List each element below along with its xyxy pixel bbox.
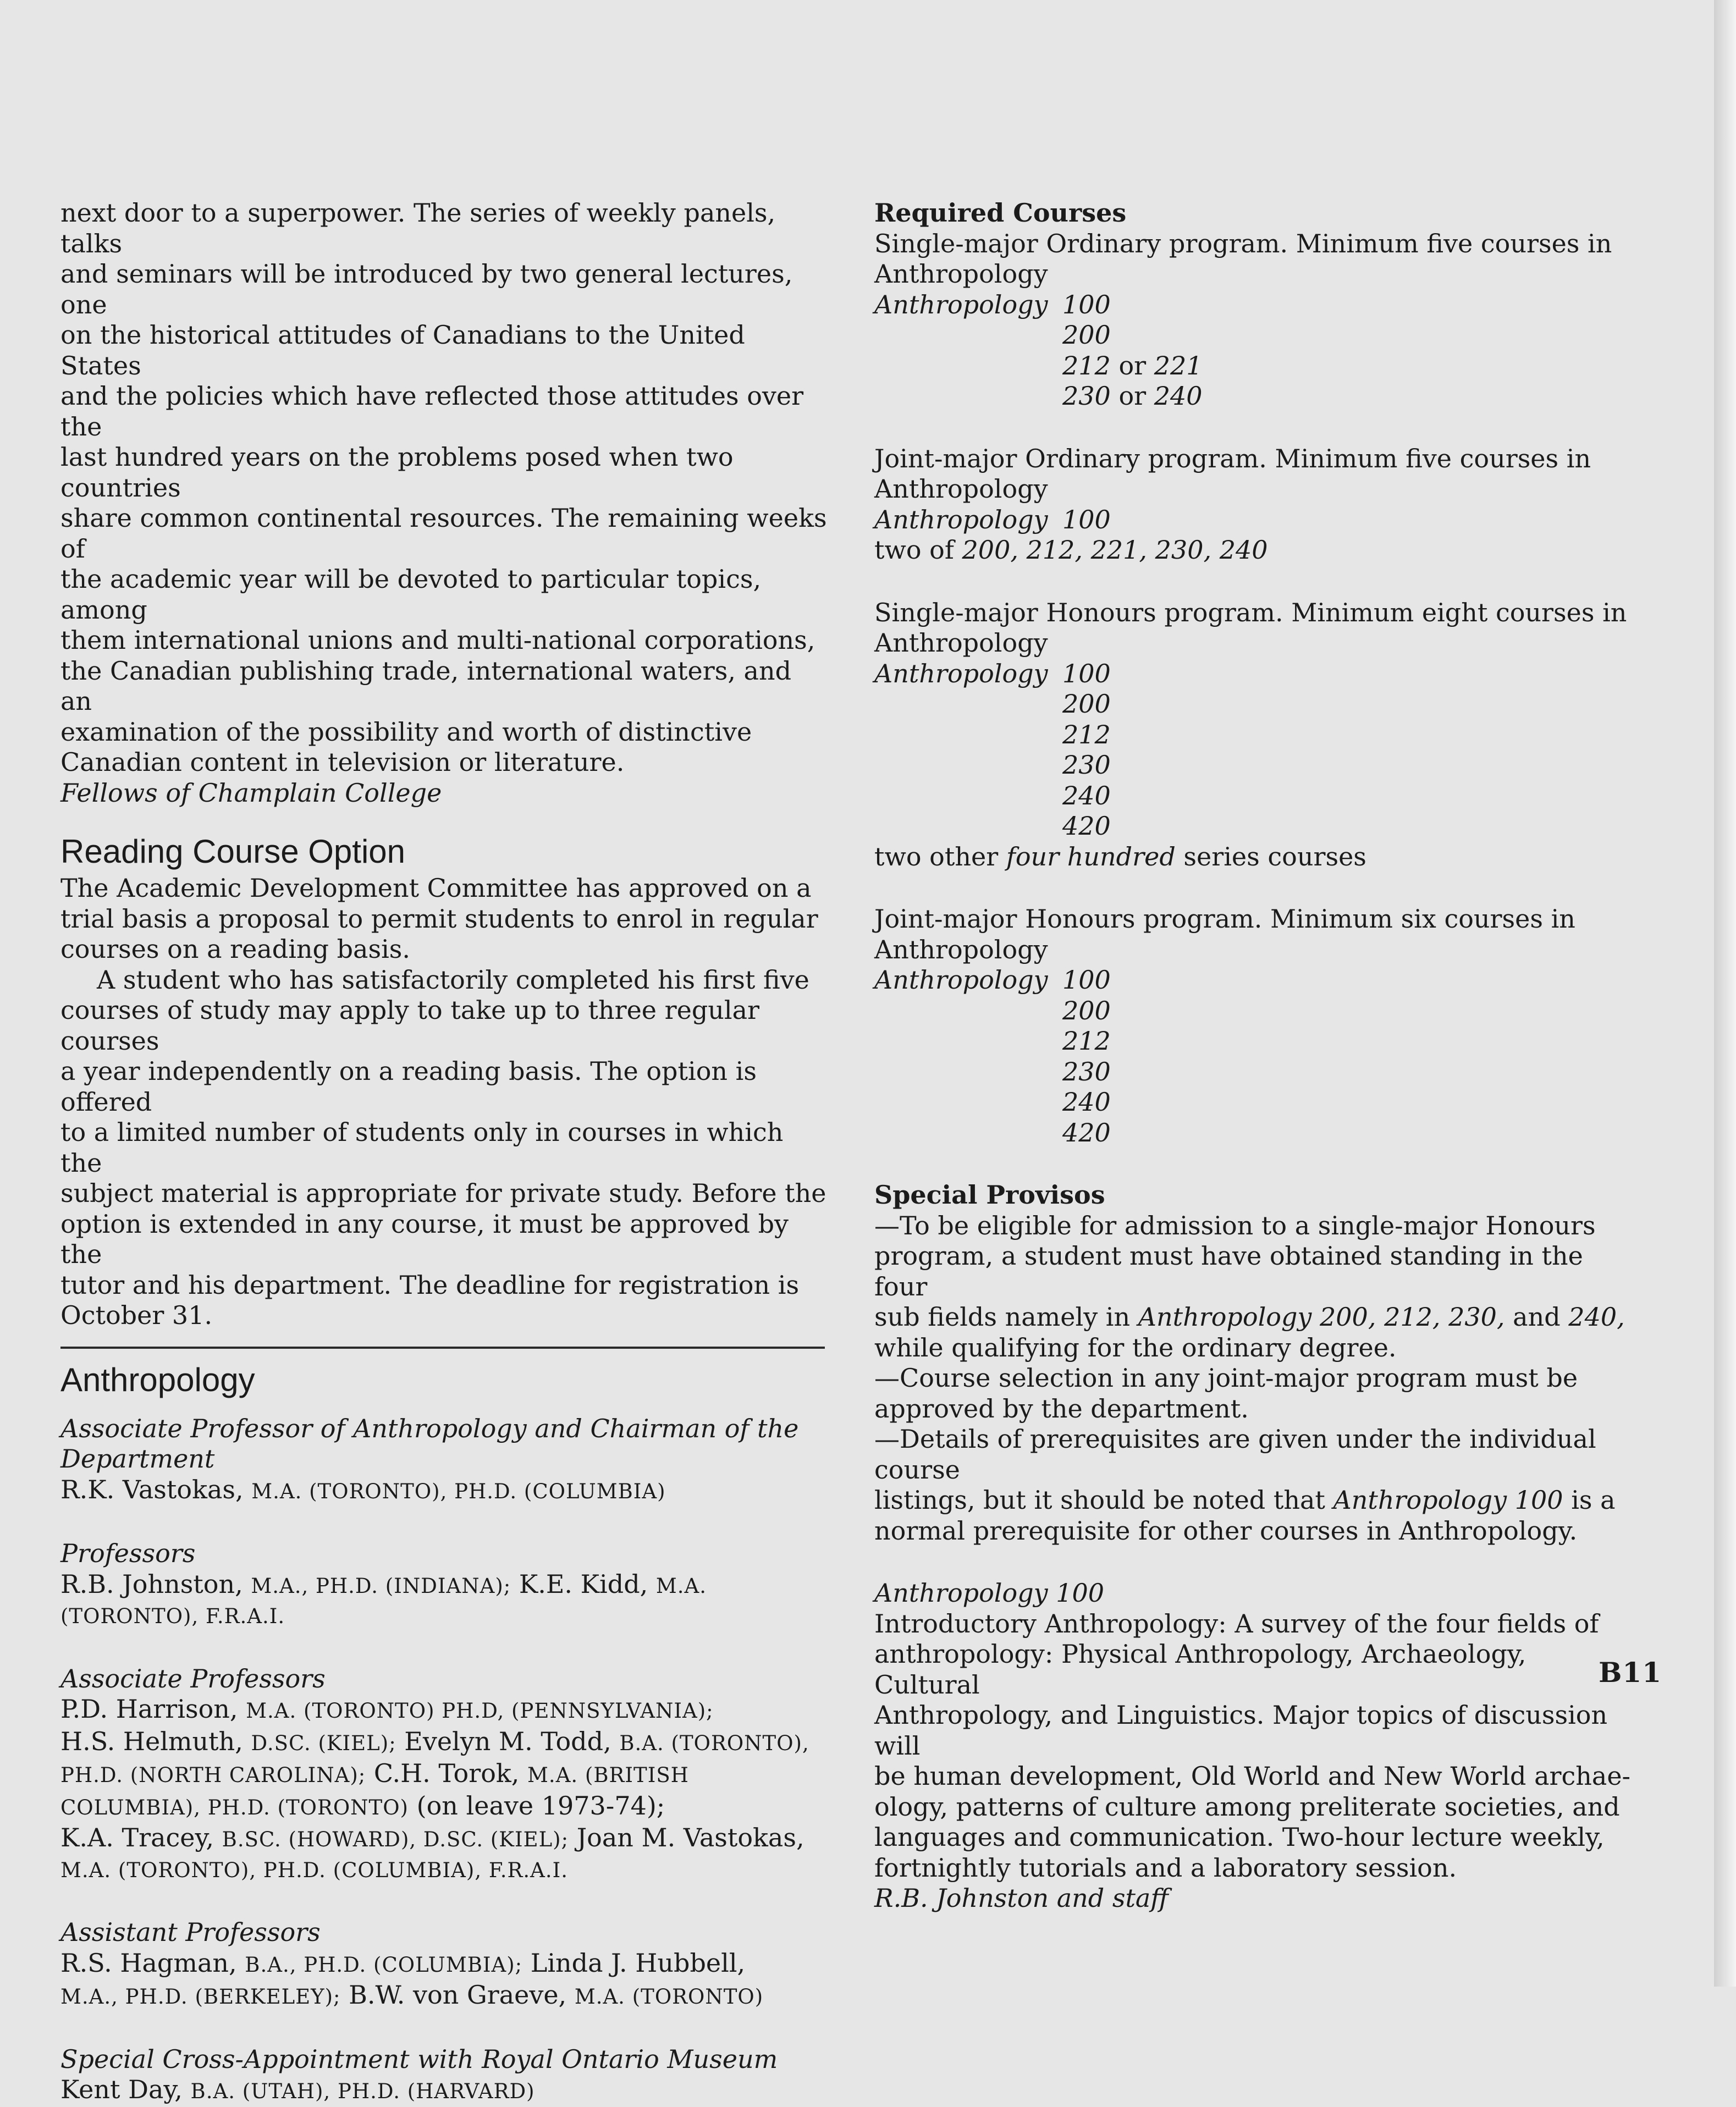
text-line: a year independently on a reading basis. The option is offered [60,1056,757,1117]
text-line: October 31. [60,1300,213,1330]
faculty-degrees: B.A. (TORONTO), [619,1731,809,1755]
reading-course-body [60,873,830,1331]
course-number: 240 [1062,1087,1111,1117]
course-subject: Anthropology [874,289,1048,319]
program-description: Anthropology [874,474,1048,504]
text-line: courses on a reading basis. [60,934,411,964]
anthropology-heading: Anthropology [60,1361,255,1398]
text-line: the academic year will be devoted to particular topics, among [60,564,762,625]
intro-paragraph [60,198,830,808]
rank-title: Associate Professors [60,1663,326,1694]
faculty-name: R.K. Vastokas, [60,1474,244,1504]
text-line: trial basis a proposal to permit students to enrol in regular [60,903,818,934]
course-number: 221 [1154,350,1203,380]
or-text: or [1118,350,1147,380]
course-number: 212 [1062,350,1111,380]
other-text-italic: four hundred [1006,841,1176,872]
required-courses-heading: Required Courses [874,198,1127,228]
text-line: program, a student must have obtained standing in the four [874,1241,1583,1301]
section-divider [60,1347,825,1349]
program-description: Joint-major Ordinary program. Minimum five courses in [874,443,1591,473]
text-line: on the historical attitudes of Canadians to the United States [60,320,745,380]
text-line: anthropology: Physical Anthropology, Archaeology, Cultural [874,1639,1526,1700]
course-number: 200 [1062,995,1111,1025]
text-line: and the policies which have reflected those attitudes over the [60,381,804,442]
course-list: 200, 212, 221, 230, 240 [962,535,1268,565]
chair-title: Associate Professor of Anthropology and Chairman of the [60,1413,799,1443]
text-line: A student who has satisfactorily completed his first five [97,964,809,995]
program-description: Single-major Ordinary program. Minimum five courses in [874,228,1612,258]
course-number: 100 [1062,289,1111,319]
text-line: courses of study may apply to take up to three regular courses [60,995,760,1056]
course-number: 420 [1062,811,1111,841]
text-line: share common continental resources. The remaining weeks of [60,503,827,564]
text-line: and seminars will be introduced by two general lectures, one [60,259,793,319]
course-number: 200 [1062,689,1111,719]
faculty-degrees: M.A. [655,1574,707,1598]
text-segment: is a [1571,1485,1616,1515]
intro-signature: Fellows of Champlain College [60,777,442,808]
course-number: 230 [1062,750,1111,780]
page-edge-shadow [1714,0,1736,1987]
faculty-name: Joan M. Vastokas, [576,1823,804,1852]
course-title: Anthropology 100 [874,1578,1105,1608]
other-text: series courses [1183,841,1366,872]
course-number: 100 [1062,504,1111,534]
text-segment: listings, but it should be noted that [874,1485,1325,1515]
course-group [874,965,1633,1148]
other-text: two other [874,841,999,872]
right-column [874,198,1633,1914]
faculty-degrees: COLUMBIA), PH.D. (TORONTO) [60,1795,409,1819]
course-reference: 240, [1568,1302,1625,1332]
special-appointment-entry [60,2044,830,2107]
joint-major-honours [874,904,1633,1148]
text-line: normal prerequisite for other courses in Anthropology. [874,1515,1578,1546]
program-description: Joint-major Honours program. Minimum six courses in [874,904,1575,934]
faculty-degrees: B.SC. (HOWARD), D.SC. (KIEL); [222,1828,569,1851]
text-line: ology, patterns of culture among preliterate societies, and [874,1791,1620,1822]
faculty-degrees: D.SC. (KIEL); [251,1731,396,1755]
course-subject: Anthropology [874,658,1048,688]
faculty-name: Linda J. Hubbell, [530,1948,746,1978]
text-line: languages and communication. Two-hour lecture weekly, [874,1822,1605,1852]
faculty-degrees: B.A. (UTAH), PH.D. (HARVARD) [190,2080,535,2103]
faculty-name: K.E. Kidd, [519,1569,648,1599]
faculty-degrees: M.A. (TORONTO), PH.D. (COLUMBIA) [251,1479,666,1503]
text-line: —To be eligible for admission to a single-major Honours [874,1210,1596,1240]
faculty-name: Evelyn M. Todd, [404,1726,611,1756]
reading-course-heading: Reading Course Option [60,833,406,870]
left-column [60,198,830,2107]
faculty-degrees: M.A. (TORONTO) [574,1985,764,2009]
chair-entry [60,1414,830,1507]
text-line: tutor and his department. The deadline for registration is [60,1270,800,1300]
course-number: 230 [1062,381,1111,411]
course-group [874,505,1633,536]
program-description: Anthropology [874,934,1048,964]
course-number: 230 [1062,1056,1111,1086]
single-major-ordinary [874,229,1633,412]
professors-entry [60,1538,830,1632]
faculty-name: P.D. Harrison, [60,1694,238,1724]
rank-title: Professors [60,1538,196,1568]
text-line: last hundred years on the problems posed when two countries [60,442,734,503]
course-number: 212 [1062,719,1111,749]
faculty-degrees: B.A., PH.D. (COLUMBIA); [245,1952,523,1977]
faculty-name: B.W. von Graeve, [349,1980,567,2010]
faculty-name: H.S. Helmuth, [60,1726,243,1756]
special-provisos-body [874,1211,1633,1547]
text-line: approved by the department. [874,1393,1249,1424]
text-line: option is extended in any course, it must be approved by the [60,1209,789,1269]
faculty-degrees: (TORONTO), F.R.A.I. [60,1604,285,1628]
single-major-honours [874,598,1633,873]
text-segment: and [1513,1302,1561,1332]
chair-title: Department [60,1444,215,1474]
course-reference: Anthropology 100 [1333,1485,1563,1515]
faculty-name: R.S. Hagman, [60,1948,237,1978]
rank-title: Assistant Professors [60,1917,321,1947]
course-instructor: R.B. Johnston and staff [874,1883,1169,1913]
text-line: Anthropology, and Linguistics. Major topics of discussion will [874,1700,1608,1761]
page-number: B11 [1599,1656,1662,1689]
associate-professors-entry [60,1664,830,1886]
text-line: them international unions and multi-national corporations, [60,625,815,655]
faculty-degrees: M.A., PH.D. (BERKELEY); [60,1985,341,2009]
course-group [874,290,1633,412]
text-line: —Course selection in any joint-major program must be [874,1363,1578,1393]
text-line: next door to a superpower. The series of weekly panels, talks [60,198,776,258]
text-line: subject material is appropriate for private study. Before the [60,1178,826,1208]
text-line: The Academic Development Committee has approved on a [60,873,812,903]
program-description: Anthropology [874,259,1048,289]
or-text: or [1118,381,1147,411]
faculty-name: C.H. Torok, [373,1758,520,1788]
joint-major-ordinary [874,444,1633,566]
course-subject: Anthropology [874,965,1048,995]
course-reference: Anthropology 200, 212, 230, [1138,1302,1505,1332]
faculty-name: Kent Day, [60,2075,183,2104]
faculty-degrees: M.A. (TORONTO), PH.D. (COLUMBIA), F.R.A.I. [60,1858,568,1882]
course-number: 100 [1062,965,1111,995]
text-line: Introductory Anthropology: A survey of the four fields of [874,1608,1599,1639]
program-description: Single-major Honours program. Minimum eight courses in [874,597,1627,627]
text-line: while qualifying for the ordinary degree. [874,1332,1397,1363]
course-subject: Anthropology [874,504,1048,534]
text-line: be human development, Old World and New World archae- [874,1761,1631,1791]
course-number: 420 [1062,1117,1111,1148]
text-segment: sub fields namely in [874,1302,1131,1332]
program-description: Anthropology [874,628,1048,658]
faculty-name: K.A. Tracey, [60,1823,214,1852]
text-line: Canadian content in television or literature. [60,747,625,777]
text-line: to a limited number of students only in courses in which the [60,1117,784,1178]
course-number: 200 [1062,320,1111,350]
special-provisos-heading: Special Provisos [874,1180,1105,1210]
course-number: 240 [1062,780,1111,810]
text-line: examination of the possibility and worth of distinctive [60,716,752,747]
faculty-degrees: M.A. (BRITISH [527,1763,689,1787]
course-group [874,659,1633,842]
course-number: 100 [1062,658,1111,688]
faculty-degrees: PH.D. (NORTH CAROLINA); [60,1763,366,1787]
text-line: fortnightly tutorials and a laboratory session. [874,1852,1457,1883]
course-number: 212 [1062,1026,1111,1056]
text-line: the Canadian publishing trade, international waters, and an [60,655,792,716]
rank-title: Special Cross-Appointment with Royal Ontario Museum [60,2044,778,2074]
leave-note: (on leave 1973-74); [416,1790,665,1821]
two-of-text: two of [874,535,954,565]
faculty-name: R.B. Johnston, [60,1569,243,1599]
faculty-degrees: M.A., PH.D. (INDIANA); [251,1574,511,1598]
course-anthropology-100 [874,1578,1633,1914]
text-line: —Details of prerequisites are given under the individual course [874,1424,1596,1485]
course-number: 240 [1154,381,1203,411]
faculty-degrees: M.A. (TORONTO) PH.D, (PENNSYLVANIA); [246,1699,714,1723]
assistant-professors-entry [60,1917,830,2012]
